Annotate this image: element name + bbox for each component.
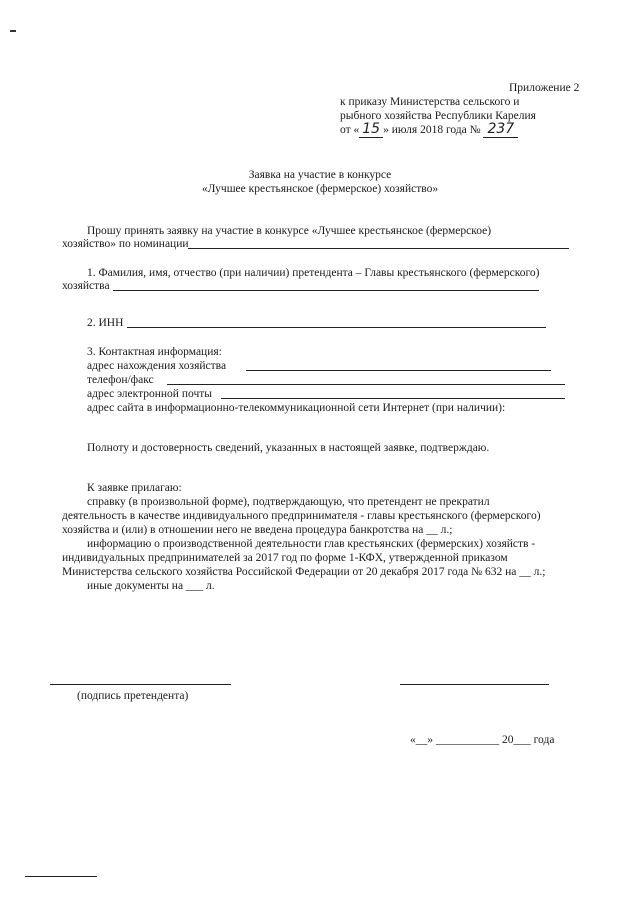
signature-caption: (подпись претендента) xyxy=(77,690,189,702)
attachment-2-line-1: информацию о производственной деятельности глав крестьянских (фермерских) хозяйств - xyxy=(87,538,536,550)
phone-label: телефон/факс xyxy=(87,374,154,386)
email-field[interactable] xyxy=(221,398,565,399)
address-label: адрес нахождения хозяйства xyxy=(87,360,227,372)
name-decoding-field[interactable] xyxy=(400,684,549,685)
request-line-2: хозяйство» по номинации xyxy=(62,238,189,250)
email-label: адрес электронной почты xyxy=(87,388,212,400)
attachment-1-line-3: хозяйства и (или) в отношении него не введена процедура банкротства на __ л.; xyxy=(62,524,453,536)
inn-field[interactable] xyxy=(127,327,546,328)
website-label: адрес сайта в информационно-телекоммуникационной сети Интернет (при наличии): xyxy=(87,402,506,414)
order-day-handwritten: 15 xyxy=(359,121,383,138)
attachment-1-line-1: справку (в произвольной форме), подтверждающую, что претендент не прекратил xyxy=(87,496,490,508)
footnote-separator xyxy=(25,876,97,877)
address-field[interactable] xyxy=(246,370,551,371)
confirmation-text: Полноту и достоверность сведений, указанных в настоящей заявке, подтверждаю. xyxy=(87,442,490,454)
attachment-2-line-2: индивидуальных предпринимателей за 2017 год по форме 1-КФХ, утвержденной приказом xyxy=(62,552,508,564)
phone-field[interactable] xyxy=(167,384,565,385)
item1-line-2: хозяйства xyxy=(62,280,110,292)
contact-heading: 3. Контактная информация: xyxy=(87,346,222,358)
order-date-line xyxy=(340,122,518,137)
full-name-field[interactable] xyxy=(113,290,539,291)
attachments-heading: К заявке прилагаю: xyxy=(87,482,182,494)
order-number-handwritten: 237 xyxy=(483,121,518,138)
attachment-3: иные документы на ___ л. xyxy=(87,580,215,592)
attachment-1-line-2: деятельность в качестве индивидуального предпринимателя - главы крестьянского (фермерского) xyxy=(62,510,541,522)
corner-mark xyxy=(10,30,16,32)
order-line-2: рыбного хозяйства Республики Карелия xyxy=(340,110,536,122)
order-date-mid: » июля 2018 года № xyxy=(383,124,481,136)
inn-label: 2. ИНН xyxy=(87,317,124,329)
order-date-prefix: от « xyxy=(340,124,360,136)
appendix-label: Приложение 2 xyxy=(509,82,580,94)
order-line-1: к приказу Министерства сельского и xyxy=(340,96,520,108)
item1-line-1: 1. Фамилия, имя, отчество (при наличии) претендента – Главы крестьянского (фермерского) xyxy=(87,267,540,279)
nomination-field[interactable] xyxy=(188,248,569,249)
signature-field[interactable] xyxy=(50,684,231,685)
title-line-1: Заявка на участие в конкурсе xyxy=(248,169,392,181)
request-line-1: Прошу принять заявку на участие в конкурсе «Лучшее крестьянское (фермерское) xyxy=(87,225,492,237)
title-line-2: «Лучшее крестьянское (фермерское) хозяйство» xyxy=(201,183,439,195)
attachment-2-line-3: Министерства сельского хозяйства Российской Федерации от 20 декабря 2017 года № 632 на __ л.; xyxy=(62,566,546,578)
date-line: «__» ___________ 20___ года xyxy=(410,734,555,746)
